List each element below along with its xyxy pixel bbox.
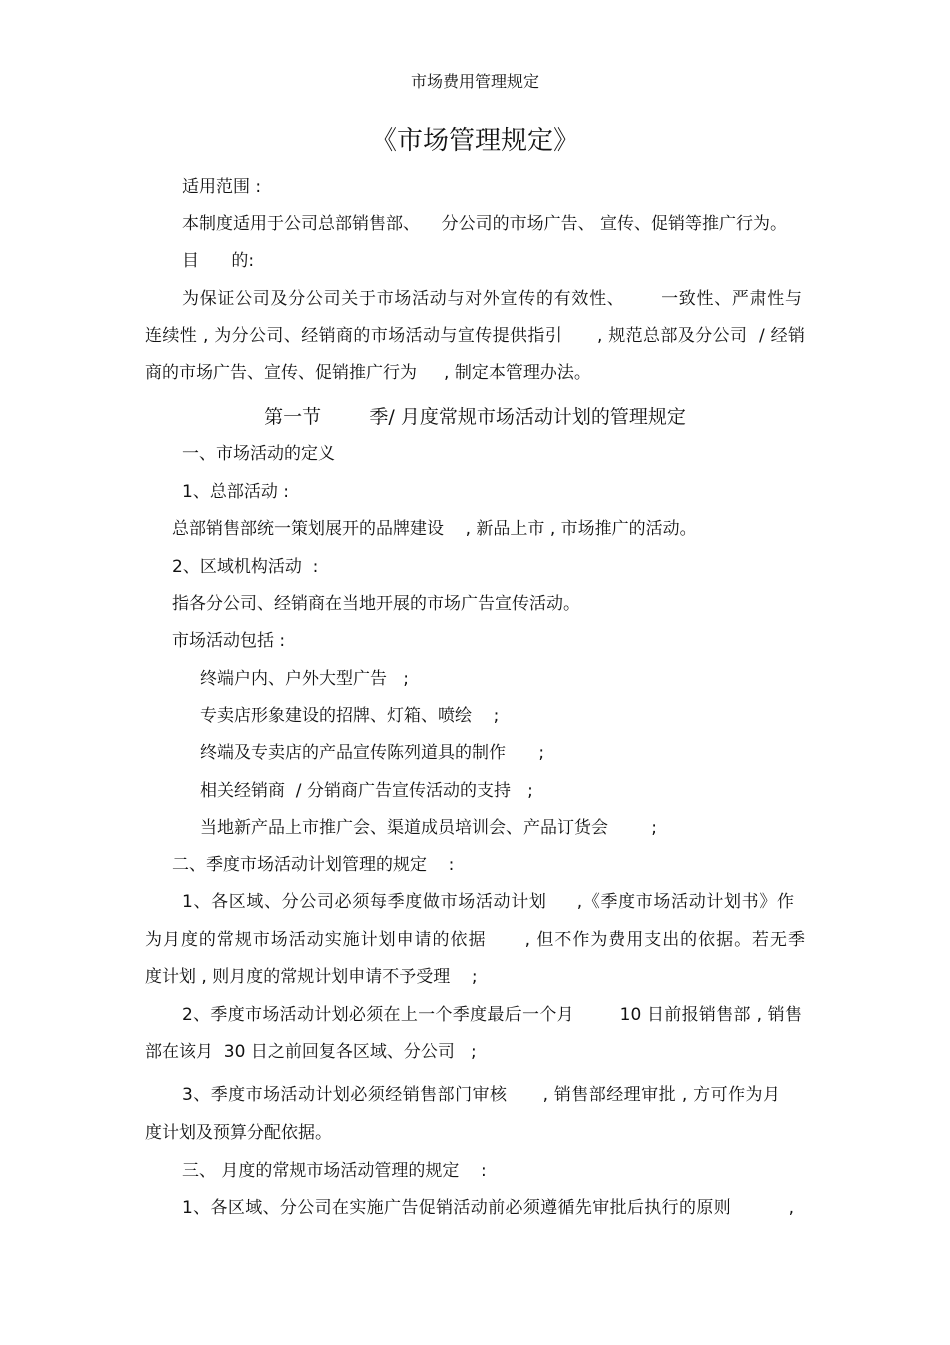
list-item: 相关经销商 / 分销商广告宣传活动的支持 ; bbox=[200, 781, 533, 801]
purpose-line: 连续性 , 为分公司、经销商的市场活动与宣传提供指引 , 规范总部及分公司 / 经销 bbox=[145, 326, 805, 346]
paragraph-line: 1、各区域、分公司必须每季度做市场活动计划 ,《季度市场活动计划书》作 bbox=[182, 892, 794, 912]
scope-label: 适用范围 : bbox=[182, 177, 262, 197]
paragraph-line: 部在该月 30 日之前回复各区域、分公司 ; bbox=[145, 1042, 477, 1062]
paragraph-line: 为月度的常规市场活动实施计划申请的依据 , 但不作为费用支出的依据。若无季 bbox=[145, 930, 805, 950]
running-header: 市场费用管理规定 bbox=[410, 72, 539, 91]
subsection-heading: 三、 月度的常规市场活动管理的规定 : bbox=[182, 1161, 487, 1181]
list-item: 终端及专卖店的产品宣传陈列道具的制作 ; bbox=[200, 743, 545, 763]
item-label: 2、区域机构活动 : bbox=[172, 557, 319, 577]
includes-label: 市场活动包括 : bbox=[172, 631, 286, 651]
item-text: 指各分公司、经销商在当地开展的市场广告宣传活动。 bbox=[172, 594, 580, 614]
list-item: 终端户内、户外大型广告 ; bbox=[200, 669, 409, 689]
section-title: 第一节 季/ 月度常规市场活动计划的管理规定 bbox=[264, 406, 686, 428]
subsection-heading: 二、季度市场活动计划管理的规定 : bbox=[172, 855, 455, 875]
paragraph-line: 3、季度市场活动计划必须经销售部门审核 , 销售部经理审批 , 方可作为月 bbox=[182, 1085, 780, 1105]
item-text: 总部销售部统一策划展开的品牌建设 , 新品上市 , 市场推广的活动。 bbox=[172, 519, 697, 539]
scope-text: 本制度适用于公司总部销售部、 分公司的市场广告、 宣传、促销等推广行为。 bbox=[182, 214, 788, 234]
document-title: 《市场管理规定》 bbox=[370, 126, 579, 156]
purpose-line: 商的市场广告、宣传、促销推广行为 , 制定本管理办法。 bbox=[145, 363, 591, 383]
purpose-line: 为保证公司及分公司关于市场活动与对外宣传的有效性、 一致性、严肃性与 bbox=[182, 289, 802, 309]
paragraph-line: 1、各区域、分公司在实施广告促销活动前必须遵循先审批后执行的原则 , bbox=[182, 1198, 794, 1218]
list-item: 当地新产品上市推广会、渠道成员培训会、产品订货会 ; bbox=[200, 818, 657, 838]
paragraph-line: 2、季度市场活动计划必须在上一个季度最后一个月 10 日前报销售部 , 销售 bbox=[182, 1005, 802, 1025]
paragraph-line: 度计划及预算分配依据。 bbox=[145, 1123, 332, 1143]
item-label: 1、总部活动 : bbox=[182, 482, 289, 502]
paragraph-line: 度计划 , 则月度的常规计划申请不予受理 ; bbox=[145, 967, 478, 987]
list-item: 专卖店形象建设的招牌、灯箱、喷绘 ; bbox=[200, 706, 500, 726]
subsection-heading: 一、市场活动的定义 bbox=[182, 444, 335, 464]
purpose-label: 目 的: bbox=[182, 251, 255, 271]
